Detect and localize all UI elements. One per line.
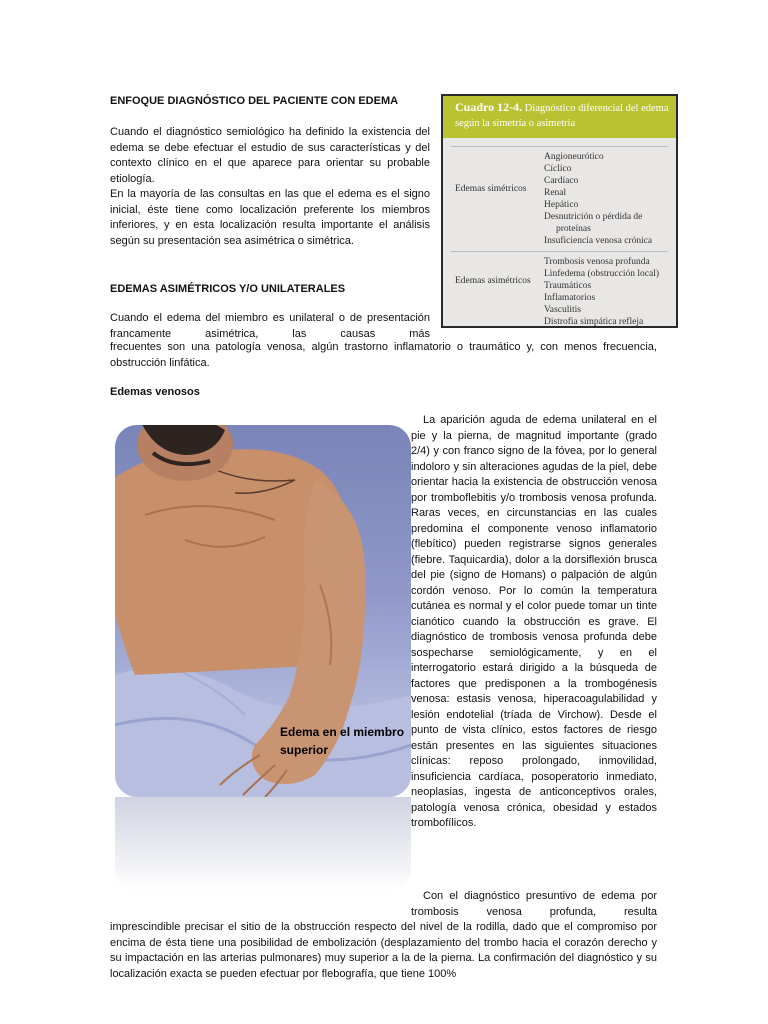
table-divider (451, 251, 668, 252)
table-item: Insuficiencia venosa crónica (544, 236, 653, 246)
section-heading-asymmetric: EDEMAS ASIMÉTRICOS Y/O UNILATERALES (110, 283, 346, 295)
table-divider (451, 146, 668, 147)
table-number: Cuadro 12-4. (455, 100, 523, 114)
section-heading-venous: Edemas venosos (110, 386, 200, 398)
table-item: Cardíaco (544, 176, 579, 186)
clinical-photo (115, 425, 411, 797)
table-item: proteínas (556, 224, 591, 234)
table-item: Linfedema (obstrucción local) (544, 269, 660, 279)
table-item: Renal (544, 188, 567, 198)
table-group-items (544, 151, 674, 247)
table-group-items (544, 256, 674, 328)
table-item: Trombosis venosa profunda (544, 257, 650, 267)
table-item: Cíclico (544, 164, 572, 174)
patient-photo (115, 425, 411, 797)
table-item: Desnutrición o pérdida de (544, 212, 643, 222)
table-group-name: Edemas simétricos (455, 184, 527, 194)
intro-text (110, 125, 430, 249)
table-group-name: Edemas asimétricos (455, 276, 531, 286)
table-item: Hepático (544, 200, 579, 210)
table-item: Vasculitis (544, 305, 581, 315)
photo-caption: Edema en el miembro superior (280, 725, 405, 757)
table-item: Angioneurótico (544, 152, 604, 162)
differential-diagnosis-table (441, 94, 678, 328)
asymmetric-text-part1: Cuando el edema del miembro es unilateral o de presentación francamente asimétrica, las causas más (110, 312, 430, 340)
table-item: Inflamatorios (544, 293, 596, 303)
table-header (443, 96, 676, 138)
intro-paragraph-2: En la mayoría de las consultas en las que el edema es el signo inicial, éste tiene como localización preferente los miembros inferiores, y en esta localización resulta importante el análisis según su presentación sea asimétrica o simétrica. (110, 188, 430, 247)
table-title: Diagnóstico diferencial del edema según la simetría o asimetría (455, 103, 669, 129)
venous-paragraph: La aparición aguda de edema unilateral en el pie y la pierna, de magnitud importante (grado 2/4) y con franco signo de la fóvea, por lo general indoloro y sin alteraciones agudas de la piel, debe orientar hacia la existencia de obstrucción venosa por tromboflebitis y/o trombosis venosa profunda. Raras veces, en circunstancias en las cuales predomina el componente venoso inflamatorio (flebítico) pueden registrarse signos generales (fiebre. Taquicardia), dolor a la dorsiflexión brusca del pie (signo de Homans) o palpación de algún cordón venoso. Por lo común la temperatura cutánea es normal y el color puede tomar un tinte cianótico cuando la obstrucción es grave. El diagnóstico de trombosis venosa profunda debe sospecharse semiológicamente, y en el interrogatorio estará dirigido a la búsqueda de factores que predisponen a la trombogénesis venosa: estasis venosa, hiperacoagulabilidad y lesión endotelial (tríada de Virchow). Desde el punto de vista clínico, estos factores de riesgo están presentes en las siguientes situaciones clínicas: reposo prolongado, inmovilidad, insuficiencia cardíaca, posoperatorio inmediato, neoplasias, ingesta de anticonceptivos orales, patología venosa crónica, obesidad y estados trombofílicos. (411, 414, 657, 829)
dvt-paragraph-part2: imprescindible precisar el sitio de la obstrucción respecto del nivel de la rodilla, dado que el compromiso por encima de ésta tiene una posibilidad de embolización (desplazamiento del trombo hacia el corazón derecho y su impactación en las arterias pulmonares) muy superior a la de la pierna. La confirmación del diagnóstico y su localización exacta se pueden efectuar por flebografía, que tiene 100% (110, 921, 657, 980)
page-title: ENFOQUE DIAGNÓSTICO DEL PACIENTE CON EDEMA (110, 95, 399, 107)
asymmetric-text-part2: frecuentes son una patología venosa, algún trastorno inflamatorio o traumático y, con menos frecuencia, obstrucción linfática. (110, 341, 657, 369)
intro-paragraph-1: Cuando el diagnóstico semiológico ha definido la existencia del edema se debe efectuar el estudio de sus características y del contexto clínico en el que aparece para orientar su probable etiología. (110, 126, 430, 185)
table-item: Distrofia simpática refleja (544, 317, 644, 327)
dvt-paragraph-part1: Con el diagnóstico presuntivo de edema por trombosis venosa profunda, resulta (411, 890, 657, 918)
photo-reflection (115, 797, 411, 892)
table-item: Traumáticos (544, 281, 592, 291)
